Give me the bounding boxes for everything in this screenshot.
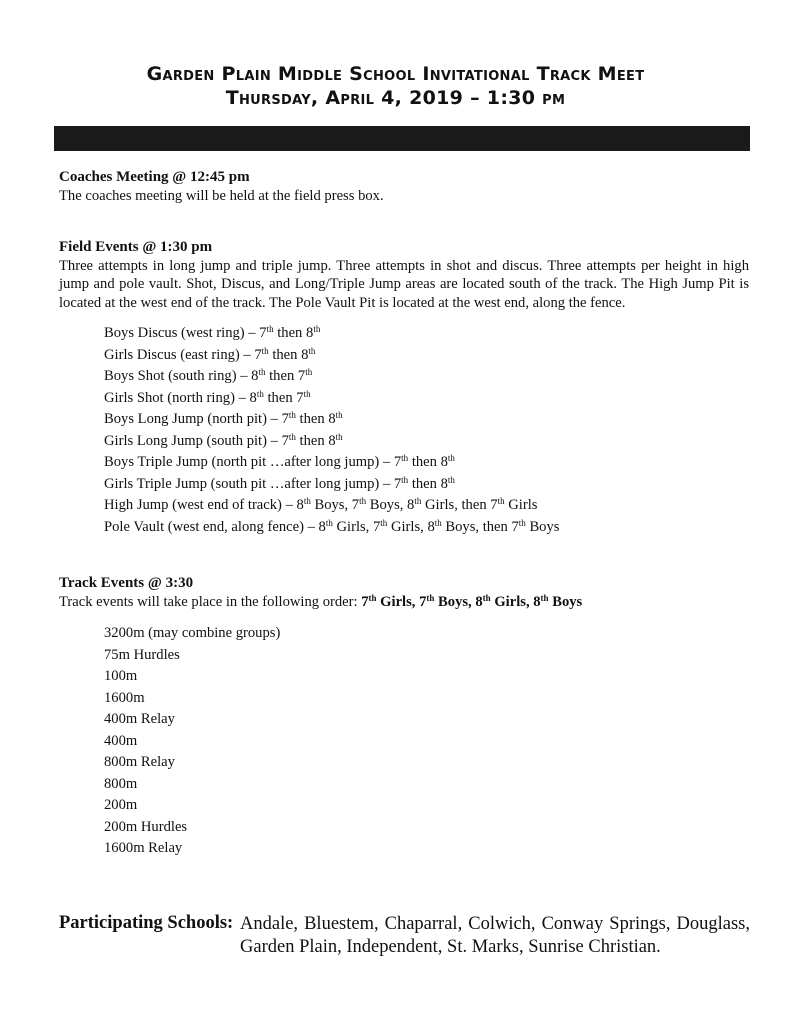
track-event-item: 100m: [104, 668, 138, 684]
track-event-item: 400m: [104, 732, 138, 749]
field-event-item: Girls Shot (north ring) – 8th then 7th: [104, 388, 311, 406]
field-event-high-jump: High Jump (west end of track) – 8th Boys, 7th Boys, 8th Girls, then 7th Girls: [104, 496, 538, 513]
track-events-section: [59, 574, 749, 611]
participating-schools-list: Andale, Bluestem, Chaparral, Colwich, Conway Springs, Douglass, Garden Plain, Independent, St. Marks, Sunrise Christian.: [240, 914, 750, 957]
coaches-meeting-heading: Coaches Meeting @ 12:45 pm: [59, 169, 250, 185]
track-event-item: 800m Relay: [104, 754, 175, 770]
track-event-item: 400m Relay: [104, 711, 175, 727]
track-events-heading: Track Events @ 3:30: [59, 575, 194, 591]
track-event-item: 800m: [104, 775, 138, 792]
field-event-pole-vault: Pole Vault (west end, along fence) – 8th Girls, 7th Girls, 8th Boys, then 7th Boys: [104, 517, 560, 535]
field-event-item: Boys Triple Jump (north pit …after long jump) – 7th then 8th: [104, 453, 455, 470]
track-event-item: 1600m: [104, 689, 145, 706]
field-events-section: [59, 238, 749, 312]
field-event-item: Girls Triple Jump (south pit …after long jump) – 7th then 8th: [104, 474, 455, 492]
meet-date-time: Thursday, April 4, 2019 – 1:30 pm: [225, 87, 566, 109]
coaches-meeting-text: The coaches meeting will be held at the field press box.: [59, 187, 384, 204]
track-order: 7th Girls, 7th Boys, 8th Girls, 8th Boys: [361, 592, 583, 610]
participating-schools-label: Participating Schools:: [59, 913, 234, 933]
field-events-list: [104, 323, 559, 538]
field-event-item: Girls Long Jump (south pit) – 7th then 8th: [104, 431, 343, 449]
track-event-item: 200m: [104, 797, 138, 813]
header-divider-bar: [54, 126, 750, 151]
field-events-heading: Field Events @ 1:30 pm: [59, 239, 213, 255]
coaches-meeting-section: [59, 168, 749, 205]
field-event-item: Girls Discus (east ring) – 7th then 8th: [104, 345, 316, 363]
field-event-item: Boys Long Jump (north pit) – 7th then 8th: [104, 410, 343, 427]
field-event-item: Boys Shot (south ring) – 8th then 7th: [104, 367, 313, 384]
track-events-list: [104, 623, 280, 860]
field-events-text: Three attempts in long jump and triple jump. Three attempts in shot and discus. Three attempts per height in high jump and pole vault. Shot, Discus, and Long/Triple Jump areas are located south of the track. The High Jump Pit is located at the west end of the track. The Pole Vault Pit is located at the west end, along the fence.: [59, 257, 749, 311]
track-event-item: 1600m Relay: [104, 840, 183, 856]
track-event-item: 75m Hurdles: [104, 646, 180, 663]
track-event-item: 3200m (may combine groups): [104, 625, 281, 641]
track-events-intro: Track events will take place in the following order: 7th Girls, 7th Boys, 8th Girls, 8th Boys: [59, 592, 583, 610]
track-event-item: 200m Hurdles: [104, 818, 188, 835]
meet-title: Garden Plain Middle School Invitational Track Meet: [146, 63, 645, 85]
field-event-item: Boys Discus (west ring) – 7th then 8th: [104, 324, 321, 341]
